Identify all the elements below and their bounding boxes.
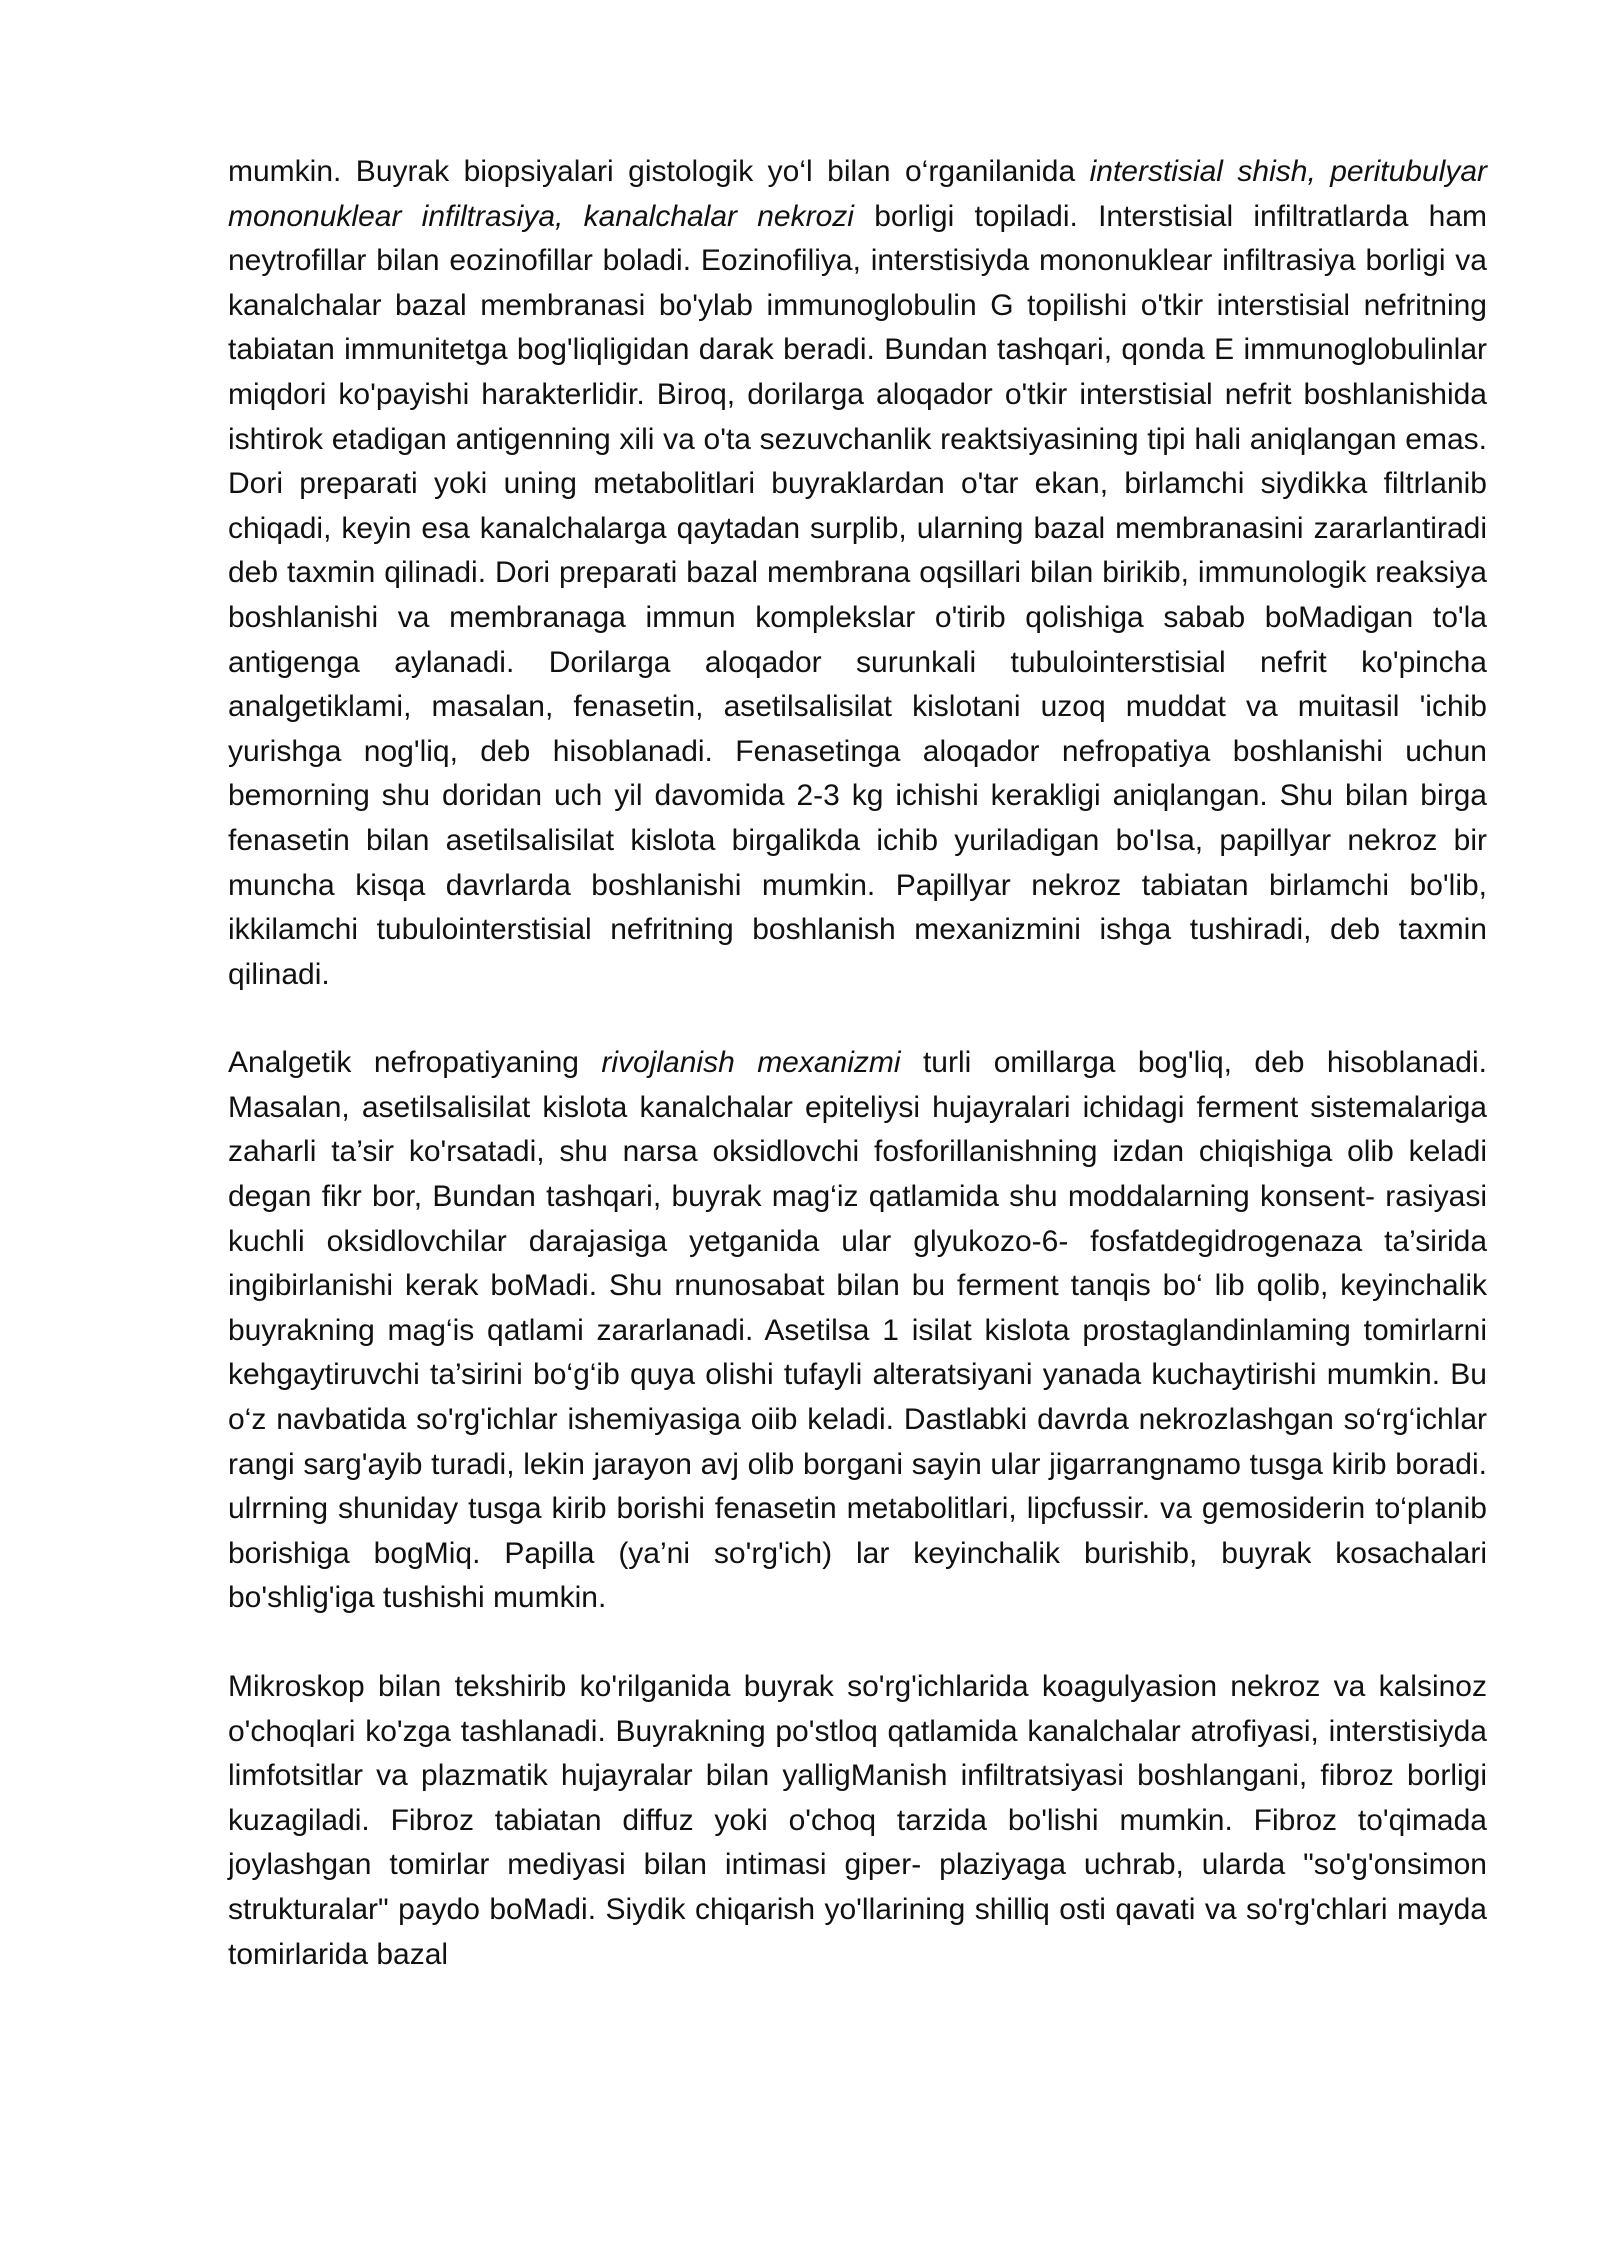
paragraph-2-italic-terms: rivojlanish mexanizmi — [601, 1046, 901, 1080]
paragraph-3 — [228, 1665, 1487, 1977]
paragraph-1-italic-terms: interstisial shish, peritubulyar mononuklear infiltrasiya, kanalchalar nekrozi — [228, 155, 1488, 233]
document-page — [228, 150, 1487, 1977]
paragraph-1 — [228, 150, 1487, 997]
paragraph-2-text-cont: turli omillarga bog'liq, deb hisoblanadi. Masalan, asetilsalisilat kislota kanalchalar epiteliysi hujayralari ichidagi ferment sistemalariga zaharli ta’sir ko'rsatadi, shu narsa oksidlovchi fosforillanishning izdan chiqishiga olib keladi degan fikr bor, Bundan tashqari, buyrak mag‘iz qatlamida shu moddalarning konsent- rasiyasi kuchli oksidlovchilar darajasiga yetganida ular glyukozo-6- fosfatdegidrogenaza ta’sirida ingibirlanishi kerak boMadi. Shu rnunosabat bilan bu ferment tanqis bo‘ lib qolib, keyinchalik buyrakning mag‘is qatlami zararlanadi. Asetilsa 1 isilat kislota prostaglandinlaming tomirlarni kehgaytiruvchi ta’sirini bo‘g‘ib quya olishi tufayli alteratsiyani yanada kuchaytirishi mumkin. Bu o‘z navbatida so'rg'ichlar ishemiyasiga oiib keladi. Dastlabki davrda nekrozlashgan so‘rg‘ichlar rangi sarg'ayib turadi, lekin jarayon avj olib borgani sayin ular jigarrangnamo tusga kirib boradi. ulrrning shuniday tusga kirib borishi fenasetin metabolitlari, lipcfussir. va gemosiderin to‘planib borishiga bogMiq. Papilla (ya’ni so'rg'ich) lar keyinchalik burishib, buyrak kosachalari bo'shlig'iga tushishi mumkin. — [228, 1046, 1487, 1615]
paragraph-2 — [228, 1041, 1487, 1621]
paragraph-1-text: mumkin. Buyrak biopsiyalari gistologik yo‘l bilan o‘rganilanida — [228, 155, 1090, 188]
paragraph-3-text: Mikroskop bilan tekshirib ko'rilganida buyrak so'rg'ichlarida koagulyasion nekroz va kalsinoz o'choqlari ko'zga tashlanadi. Buyrakning po'stloq qatlamida kanalchalar atrofiyasi, interstisiyda limfotsitlar va plazmatik hujayralar bilan yalligManish infiltratsiyasi boshlangani, fibroz borligi kuzagiladi. Fibroz tabiatan diffuz yoki o'choq tarzida bo'lishi mumkin. Fibroz to'qimada joylashgan tomirlar mediyasi bilan intimasi giper- plaziyaga uchrab, ularda "so'g'onsimon strukturalar" paydo boMadi. Siydik chiqarish yo'llarining shilliq osti qavati va so'rg'chlari mayda tomirlarida bazal — [228, 1670, 1487, 1971]
paragraph-2-text: Analgetik nefropatiyaning — [228, 1046, 602, 1080]
paragraph-1-text-cont: borligi topiladi. Interstisial infiltratlarda ham neytrofillar bilan eozinofillar boladi. Eozinofiliya, interstisiyda mononuklear infiltrasiya borligi va kanalchalar bazal membranasi bo'ylab immunoglobulin G topilishi o'tkir interstisial nefritning tabiatan immunitetga bog'liqligidan darak beradi. Bundan tashqari, qonda E immunoglobulinlar miqdori ko'payishi harakterlidir. Biroq, dorilarga aloqador o'tkir interstisial nefrit boshlanishida ishtirok etadigan antigenning xili va o'ta sezuvchanlik reaktsiyasining tipi hali aniqlangan emas. Dori preparati yoki uning metabolitlari buyraklardan o'tar ekan, birlamchi siydikka filtrlanib chiqadi, keyin esa kanalchalarga qaytadan surplib, ularning bazal membranasini zararlantiradi deb taxmin qilinadi. Dori preparati bazal membrana oqsillari bilan birikib, immunologik reaksiya boshlanishi va membranaga immun komplekslar o'tirib qolishiga sabab boMadigan to'la antigenga aylanadi. Dorilarga aloqador surunkali tubulointerstisial nefrit ko'pincha analgetiklami, masalan, fenasetin, asetilsalisilat kislotani uzoq muddat va muitasil 'ichib yurishga nog'liq, deb hisoblanadi. Fenasetinga aloqador nefropatiya boshlanishi uchun bemorning shu doridan uch yil davomida 2-3 kg ichishi kerakligi aniqlangan. Shu bilan birga fenasetin bilan asetilsalisilat kislota birgalikda ichib yuriladigan bo'Isa, papillyar nekroz bir muncha kisqa davrlarda boshlanishi mumkin. Papillyar nekroz tabiatan birlamchi bo'lib, ikkilamchi tubulointerstisial nefritning boshlanish mexanizmini ishga tushiradi, deb taxmin qilinadi. — [228, 199, 1488, 991]
